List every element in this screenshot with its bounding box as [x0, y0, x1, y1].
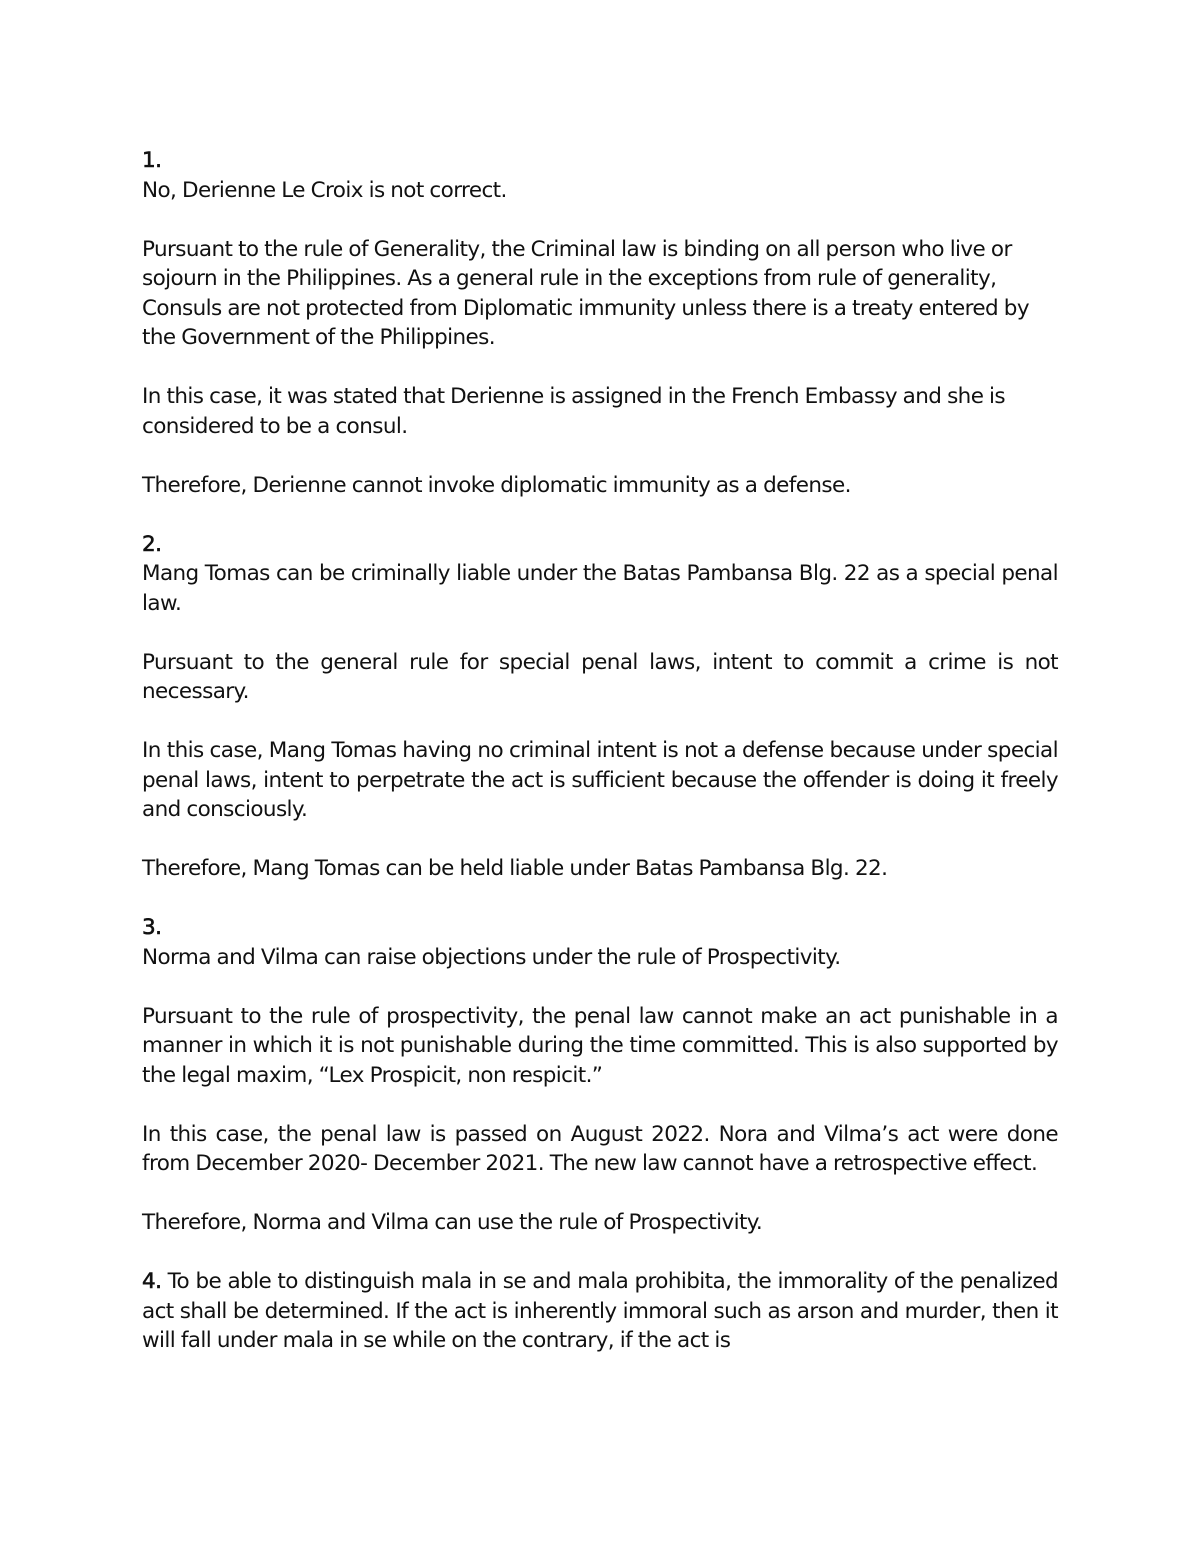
- application-paragraph: In this case, it was stated that Derienne is assigned in the French Embassy and she is considered to be a consul.: [142, 384, 1006, 439]
- answer-section-2: [142, 530, 1058, 884]
- section-number: 1.: [142, 148, 162, 173]
- answer-section-4: [142, 1267, 1058, 1356]
- conclusion-paragraph: Therefore, Mang Tomas can be held liable under Batas Pambansa Blg. 22.: [142, 856, 888, 881]
- answer-statement: Mang Tomas can be criminally liable under the Batas Pambansa Blg. 22 as a special penal law.: [142, 561, 1058, 616]
- section-number: 4.: [142, 1269, 162, 1294]
- section-4-text: To be able to distinguish mala in se and mala prohibita, the immorality of the penalized act shall be determined. If the act is inherently immoral such as arson and murder, then it will fall under mala in se while on the contrary, if the act is: [142, 1269, 1058, 1353]
- conclusion-paragraph: Therefore, Derienne cannot invoke diplomatic immunity as a defense.: [142, 472, 851, 498]
- rule-paragraph: Pursuant to the general rule for special penal laws, intent to commit a crime is not necessary.: [142, 649, 1058, 704]
- rule-paragraph: Pursuant to the rule of prospectivity, the penal law cannot make an act punishable in a manner in which it is not punishable during the time committed. This is also supported by the legal maxim, “Lex Prospicit, non respicit.”: [142, 1003, 1058, 1088]
- conclusion-paragraph: Therefore, Norma and Vilma can use the rule of Prospectivity.: [142, 1210, 763, 1235]
- section-number: 2.: [142, 531, 162, 557]
- section-4-paragraph: [142, 1267, 1058, 1356]
- answer-section-1: [142, 146, 1058, 500]
- answer-statement: Norma and Vilma can raise objections under the rule of Prospectivity.: [142, 944, 841, 970]
- application-paragraph: In this case, Mang Tomas having no criminal intent is not a defense because under special penal laws, intent to perpetrate the act is sufficient because the offender is doing it freely and consciously.: [142, 738, 1058, 822]
- answer-statement: No, Derienne Le Croix is not correct.: [142, 177, 507, 203]
- answer-section-3: [142, 913, 1058, 1238]
- section-number: 3.: [142, 915, 162, 940]
- application-paragraph: In this case, the penal law is passed on August 2022. Nora and Vilma’s act were done from December 2020- December 2021. The new law cannot have a retrospective effect.: [142, 1121, 1058, 1176]
- document-page: [142, 146, 1058, 1356]
- rule-paragraph: Pursuant to the rule of Generality, the Criminal law is binding on all person who live or sojourn in the Philippines. As a general rule in the exceptions from rule of generality, Consuls are not protected from Diplomatic immunity unless there is a treaty entered by the Government of the Philippines.: [142, 236, 1029, 350]
